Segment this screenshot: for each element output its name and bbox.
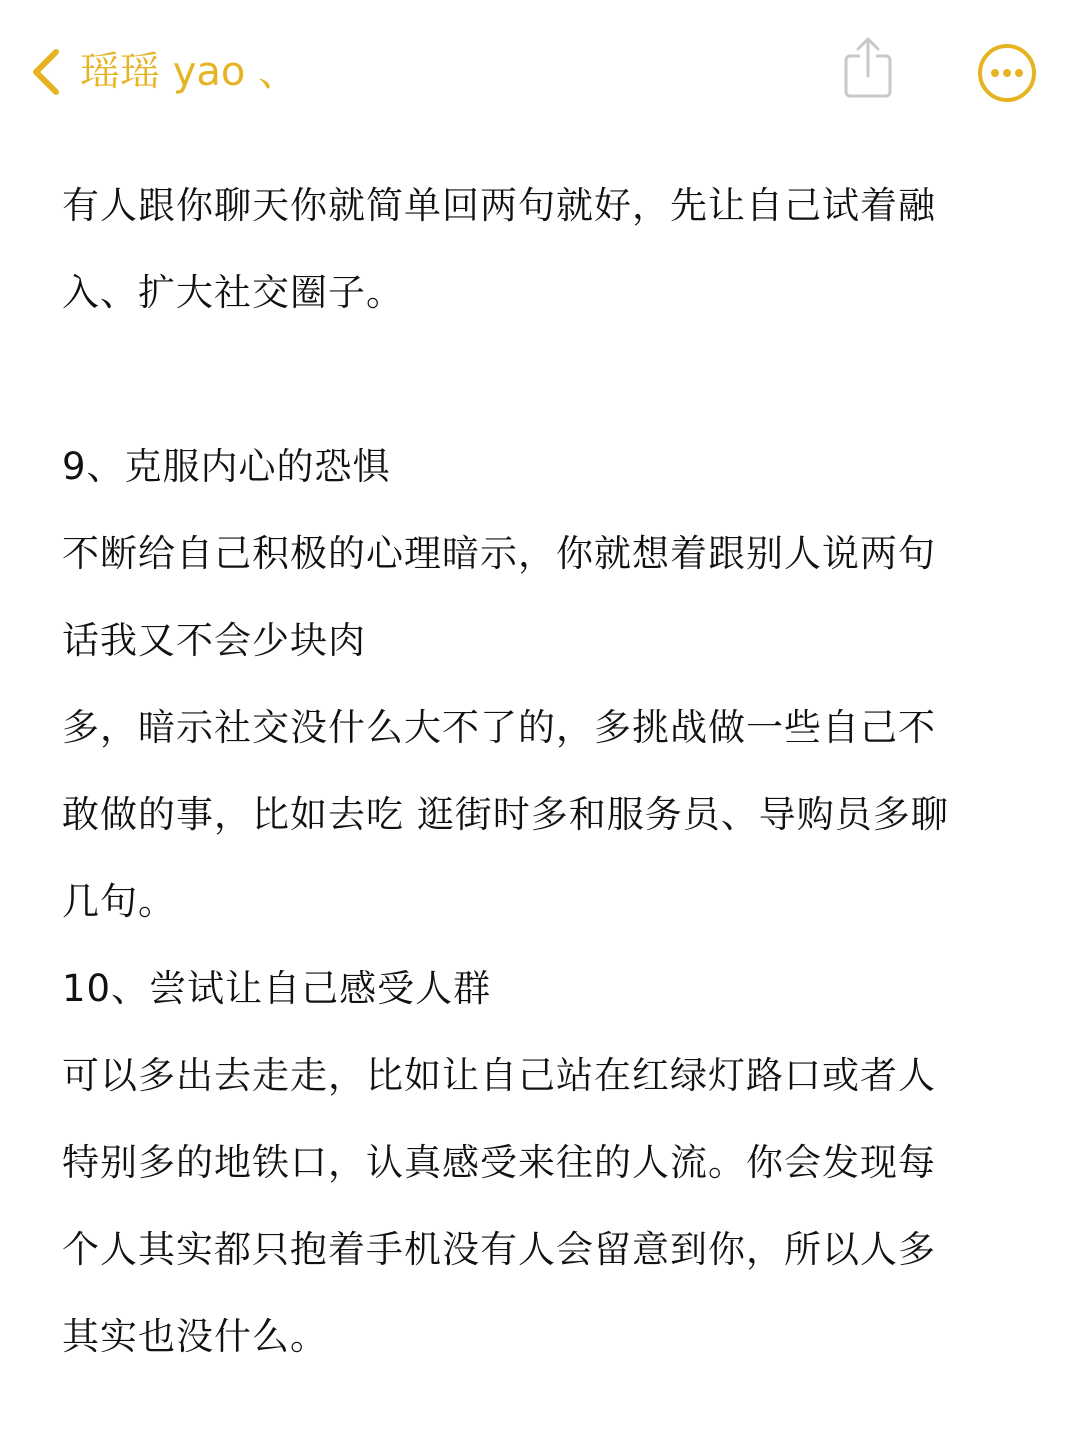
text-line: 多，暗示社交没什么大不了的，多挑战做一些自己不 bbox=[62, 706, 936, 749]
text-line: 入、扩大社交圈子。 bbox=[62, 271, 404, 314]
more-button[interactable] bbox=[976, 42, 1038, 104]
chevron-left-icon bbox=[28, 46, 64, 98]
share-icon bbox=[838, 89, 898, 108]
more-icon bbox=[976, 89, 1038, 108]
text-line: 话我又不会少块肉 bbox=[62, 619, 366, 662]
share-button[interactable] bbox=[838, 34, 898, 104]
blank-line bbox=[62, 336, 1022, 423]
text-line: 敢做的事，比如去吃 逛街时多和服务员、导购员多聊 bbox=[62, 793, 949, 836]
navigation-bar bbox=[0, 0, 1080, 140]
text-line: 有人跟你聊天你就简单回两句就好，先让自己试着融 bbox=[62, 184, 936, 227]
text-line: 可以多出去走走，比如让自己站在红绿灯路口或者人 bbox=[62, 1054, 936, 1097]
note-body[interactable] bbox=[62, 162, 1022, 1380]
back-button[interactable] bbox=[28, 40, 298, 104]
text-line: 其实也没什么。 bbox=[62, 1315, 328, 1358]
section-heading: 9、克服内心的恐惧 bbox=[62, 445, 391, 488]
section-heading: 10、尝试让自己感受人群 bbox=[62, 967, 492, 1010]
text-line: 特别多的地铁口，认真感受来往的人流。你会发现每 bbox=[62, 1141, 936, 1184]
text-line: 个人其实都只抱着手机没有人会留意到你，所以人多 bbox=[62, 1228, 936, 1271]
text-line: 不断给自己积极的心理暗示，你就想着跟别人说两句 bbox=[62, 532, 936, 575]
text-line: 几句。 bbox=[62, 880, 176, 923]
note-title: 瑶瑶 yao 、 bbox=[80, 49, 299, 95]
